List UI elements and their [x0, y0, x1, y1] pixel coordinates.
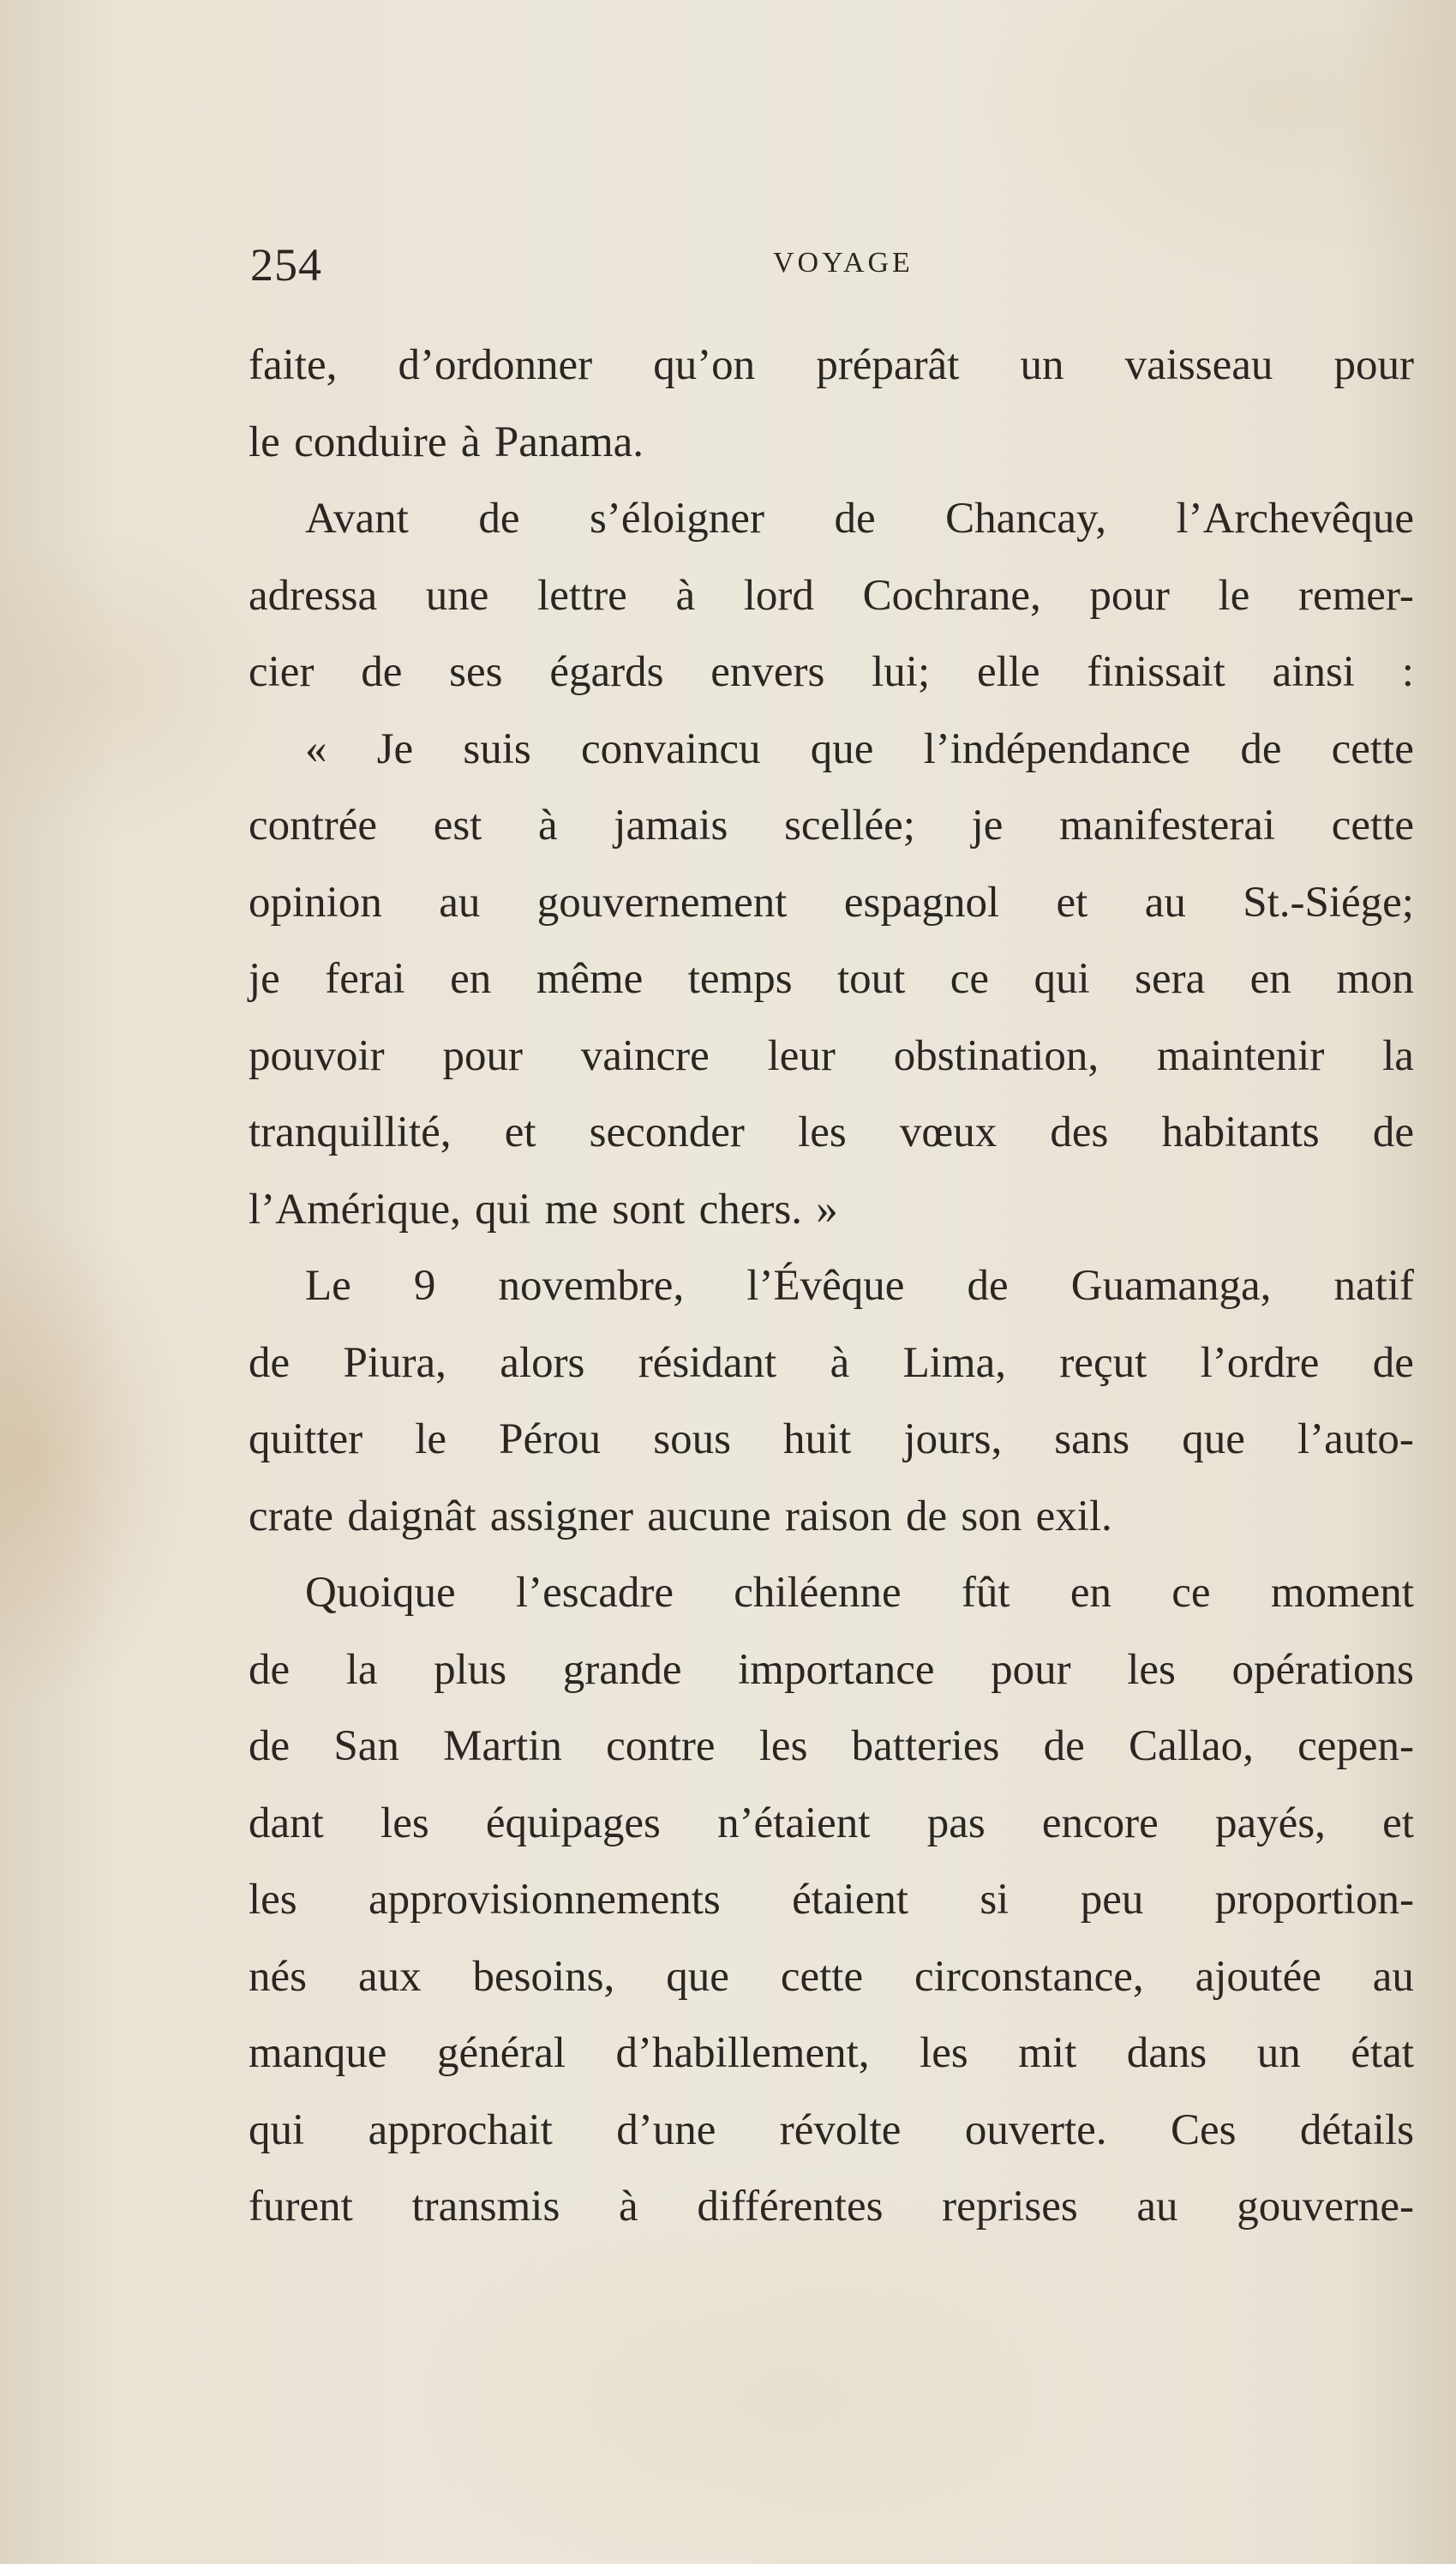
word: l’Évêque — [746, 1262, 905, 1310]
page-number: 254 — [250, 239, 322, 291]
word: » — [816, 1185, 838, 1234]
word: alors — [500, 1338, 585, 1387]
word: à — [830, 1338, 850, 1387]
word: Quoique — [305, 1569, 456, 1617]
word: l’auto- — [1297, 1415, 1414, 1463]
word: l’ordre — [1200, 1338, 1320, 1387]
word: envers — [710, 648, 825, 696]
word: cette — [1331, 724, 1414, 773]
text-line — [249, 405, 1414, 482]
word: révolte — [779, 2105, 902, 2154]
word: ouverte. — [964, 2105, 1107, 2154]
word: « — [305, 724, 327, 773]
word: Martin — [443, 1722, 562, 1770]
word: je — [971, 802, 1004, 850]
word: d’une — [616, 2105, 716, 2154]
text-line — [249, 1248, 1414, 1325]
word: cepen- — [1297, 1722, 1414, 1770]
text-line — [249, 2015, 1414, 2093]
word: circonstance, — [914, 1952, 1144, 2001]
word: en — [450, 955, 492, 1003]
word: 9 — [413, 1262, 436, 1310]
page-header — [250, 238, 1416, 298]
word: exil. — [1035, 1492, 1112, 1540]
word: payés, — [1215, 1798, 1326, 1847]
word: Callao, — [1128, 1722, 1254, 1770]
word: les — [1127, 1645, 1176, 1694]
word: elle — [976, 648, 1040, 696]
word: cette — [780, 1952, 864, 2001]
word: daignât — [347, 1492, 476, 1540]
text-line — [249, 558, 1414, 635]
word: ce — [1171, 1569, 1211, 1617]
word: temps — [687, 955, 793, 1003]
word: un — [1256, 2029, 1301, 2077]
text-line — [249, 1708, 1414, 1786]
word: de — [249, 1722, 291, 1770]
text-line — [249, 1555, 1414, 1632]
word: à — [538, 802, 558, 850]
word: lord — [743, 571, 814, 620]
word: l’Archevêque — [1176, 495, 1414, 543]
word: pour — [991, 1645, 1071, 1694]
word: dans — [1126, 2029, 1207, 2077]
word: ce — [950, 955, 990, 1003]
word: contre — [606, 1722, 716, 1770]
word: qui — [475, 1185, 531, 1234]
word: sont — [612, 1185, 686, 1234]
word: grande — [562, 1645, 682, 1694]
word: préparât — [816, 341, 960, 389]
word: d’habillement, — [615, 2029, 870, 2077]
word: vaisseau — [1124, 341, 1273, 389]
word: Le — [305, 1262, 351, 1310]
word: le — [415, 1415, 447, 1463]
word: vœux — [899, 1108, 998, 1156]
text-line — [249, 1018, 1414, 1096]
word: moment — [1270, 1569, 1414, 1617]
word: en — [1070, 1569, 1111, 1617]
word: que — [810, 724, 874, 773]
text-line — [249, 2093, 1414, 2170]
word: sans — [1054, 1415, 1130, 1463]
word: résidant — [638, 1338, 777, 1387]
word: nés — [249, 1952, 307, 2001]
word: l’indépendance — [923, 724, 1191, 773]
word: dant — [249, 1798, 324, 1847]
word: de — [1372, 1338, 1414, 1387]
word: pouvoir — [249, 1031, 385, 1080]
word: encore — [1041, 1798, 1159, 1847]
word: de — [834, 495, 876, 543]
word: huit — [783, 1415, 852, 1463]
text-line — [249, 1786, 1414, 1863]
word: qui — [249, 2105, 305, 2154]
text-line — [249, 481, 1414, 558]
text-line — [249, 1862, 1414, 1939]
word: St.-Siége; — [1243, 878, 1414, 927]
word: manifesterai — [1059, 802, 1276, 850]
word: remer- — [1298, 571, 1414, 620]
word: furent — [249, 2183, 353, 2231]
word: quitter — [249, 1415, 363, 1463]
word: en — [1249, 955, 1291, 1003]
body-text — [249, 327, 1414, 2246]
text-line — [249, 788, 1414, 865]
word: cier — [249, 648, 315, 696]
word: à — [460, 417, 481, 466]
word: approchait — [368, 2105, 553, 2154]
word: au — [1136, 2183, 1178, 2231]
word: mit — [1018, 2029, 1077, 2077]
word: chers. — [698, 1185, 802, 1234]
word: habitants — [1161, 1108, 1320, 1156]
word: est — [433, 802, 482, 850]
word: de — [361, 648, 403, 696]
word: seconder — [589, 1108, 745, 1156]
word: me — [544, 1185, 598, 1234]
word: natif — [1333, 1262, 1414, 1310]
word: reçut — [1059, 1338, 1147, 1387]
word: fût — [961, 1569, 1010, 1617]
word: Cochrane, — [862, 571, 1041, 620]
word: Lima, — [902, 1338, 1006, 1387]
word: état — [1351, 2029, 1414, 2077]
word: Avant — [305, 495, 409, 543]
word: faite, — [249, 341, 338, 389]
word: chiléenne — [734, 1569, 902, 1617]
word: son — [961, 1492, 1022, 1540]
word: cette — [1331, 802, 1414, 850]
word: San — [333, 1722, 399, 1770]
word: n’étaient — [717, 1798, 871, 1847]
word: : — [1401, 648, 1414, 696]
word: s’éloigner — [590, 495, 764, 543]
word: adressa — [249, 571, 378, 620]
word: lui; — [872, 648, 931, 696]
text-line — [249, 2169, 1414, 2246]
word: sous — [653, 1415, 731, 1463]
word: jamais — [614, 802, 728, 850]
word: que — [1182, 1415, 1245, 1463]
text-line — [249, 1172, 1414, 1249]
word: ses — [449, 648, 503, 696]
word: novembre, — [498, 1262, 685, 1310]
word: le — [1218, 571, 1250, 620]
word: étaient — [792, 1876, 908, 1924]
word: même — [536, 955, 644, 1003]
word: manque — [249, 2029, 387, 2077]
word: besoins, — [472, 1952, 615, 2001]
word: gouverne- — [1237, 2183, 1414, 2231]
word: transmis — [411, 2183, 560, 2231]
running-head: VOYAGE — [773, 247, 914, 279]
word: suis — [463, 724, 531, 773]
word: importance — [738, 1645, 935, 1694]
word: les — [798, 1108, 847, 1156]
word: une — [425, 571, 489, 620]
word: Ces — [1170, 2105, 1237, 2154]
word: détails — [1299, 2105, 1414, 2154]
word: au — [1144, 878, 1186, 927]
word: des — [1050, 1108, 1109, 1156]
word: pour — [1333, 341, 1414, 389]
text-line — [249, 1325, 1414, 1402]
text-line — [249, 1632, 1414, 1709]
word: à — [618, 2183, 638, 2231]
word: les — [920, 2029, 968, 2077]
word: égards — [549, 648, 664, 696]
word: tout — [837, 955, 906, 1003]
word: contrée — [249, 802, 378, 850]
word: ainsi — [1272, 648, 1355, 696]
word: de — [1372, 1108, 1414, 1156]
word: Guamanga, — [1070, 1262, 1272, 1310]
word: au — [439, 878, 481, 927]
word: équipages — [485, 1798, 661, 1847]
word: d’ordonner — [398, 341, 593, 389]
word: Pérou — [499, 1415, 602, 1463]
word: je — [249, 955, 280, 1003]
word: maintenir — [1156, 1031, 1325, 1080]
word: sera — [1135, 955, 1206, 1003]
word: la — [345, 1645, 378, 1694]
word: de — [478, 495, 520, 543]
text-line — [249, 327, 1414, 405]
word: qui — [1034, 955, 1090, 1003]
word: finissait — [1087, 648, 1225, 696]
word: les — [249, 1876, 297, 1924]
word: jours, — [903, 1415, 1003, 1463]
word: un — [1020, 341, 1064, 389]
text-line — [249, 1939, 1414, 2016]
word: les — [380, 1798, 429, 1847]
text-line — [249, 865, 1414, 942]
word: opinion — [249, 878, 382, 927]
word: scellée; — [784, 802, 915, 850]
text-line — [249, 1095, 1414, 1172]
text-line — [249, 941, 1414, 1018]
word: vaincre — [580, 1031, 710, 1080]
word: espagnol — [843, 878, 1000, 927]
word: différentes — [697, 2183, 884, 2231]
word: Chancay, — [945, 495, 1106, 543]
word: opérations — [1231, 1645, 1414, 1694]
word: Piura, — [343, 1338, 446, 1387]
word: gouvernement — [536, 878, 788, 927]
word: lettre — [537, 571, 627, 620]
word: l’Amérique, — [249, 1185, 461, 1234]
text-line — [249, 1402, 1414, 1479]
word: l’escadre — [515, 1569, 674, 1617]
word: conduire — [294, 417, 447, 466]
word: aux — [357, 1952, 422, 2001]
text-line — [249, 634, 1414, 712]
word: pour — [442, 1031, 523, 1080]
word: de — [905, 1492, 948, 1540]
word: de — [967, 1262, 1009, 1310]
word: ferai — [325, 955, 405, 1003]
word: de — [249, 1645, 291, 1694]
word: raison — [784, 1492, 892, 1540]
word: pas — [926, 1798, 986, 1847]
word: reprises — [942, 2183, 1078, 2231]
word: et — [1056, 878, 1088, 927]
word: assigner — [489, 1492, 633, 1540]
word: le — [249, 417, 280, 466]
word: approvisionnements — [368, 1876, 721, 1924]
text-line — [249, 1479, 1414, 1556]
word: mon — [1336, 955, 1414, 1003]
word: de — [249, 1338, 291, 1387]
word: convaincu — [580, 724, 761, 773]
word: obstination, — [893, 1031, 1099, 1080]
word: de — [1240, 724, 1282, 773]
word: Panama. — [494, 417, 644, 466]
word: de — [1043, 1722, 1085, 1770]
word: qu’on — [653, 341, 756, 389]
word: et — [504, 1108, 536, 1156]
word: Je — [376, 724, 414, 773]
word: plus — [434, 1645, 507, 1694]
word: proportion- — [1214, 1876, 1414, 1924]
word: pour — [1089, 571, 1170, 620]
word: et — [1382, 1798, 1414, 1847]
word: peu — [1080, 1876, 1144, 1924]
word: batteries — [851, 1722, 1000, 1770]
word: à — [675, 571, 696, 620]
word: que — [666, 1952, 729, 2001]
word: crate — [249, 1492, 334, 1540]
word: la — [1382, 1031, 1414, 1080]
word: les — [758, 1722, 808, 1770]
text-line — [249, 712, 1414, 789]
word: au — [1372, 1952, 1414, 2001]
word: général — [436, 2029, 566, 2077]
word: leur — [767, 1031, 836, 1080]
word: si — [980, 1876, 1010, 1924]
word: tranquillité, — [249, 1108, 452, 1156]
word: ajoutée — [1195, 1952, 1321, 2001]
word: aucune — [647, 1492, 771, 1540]
